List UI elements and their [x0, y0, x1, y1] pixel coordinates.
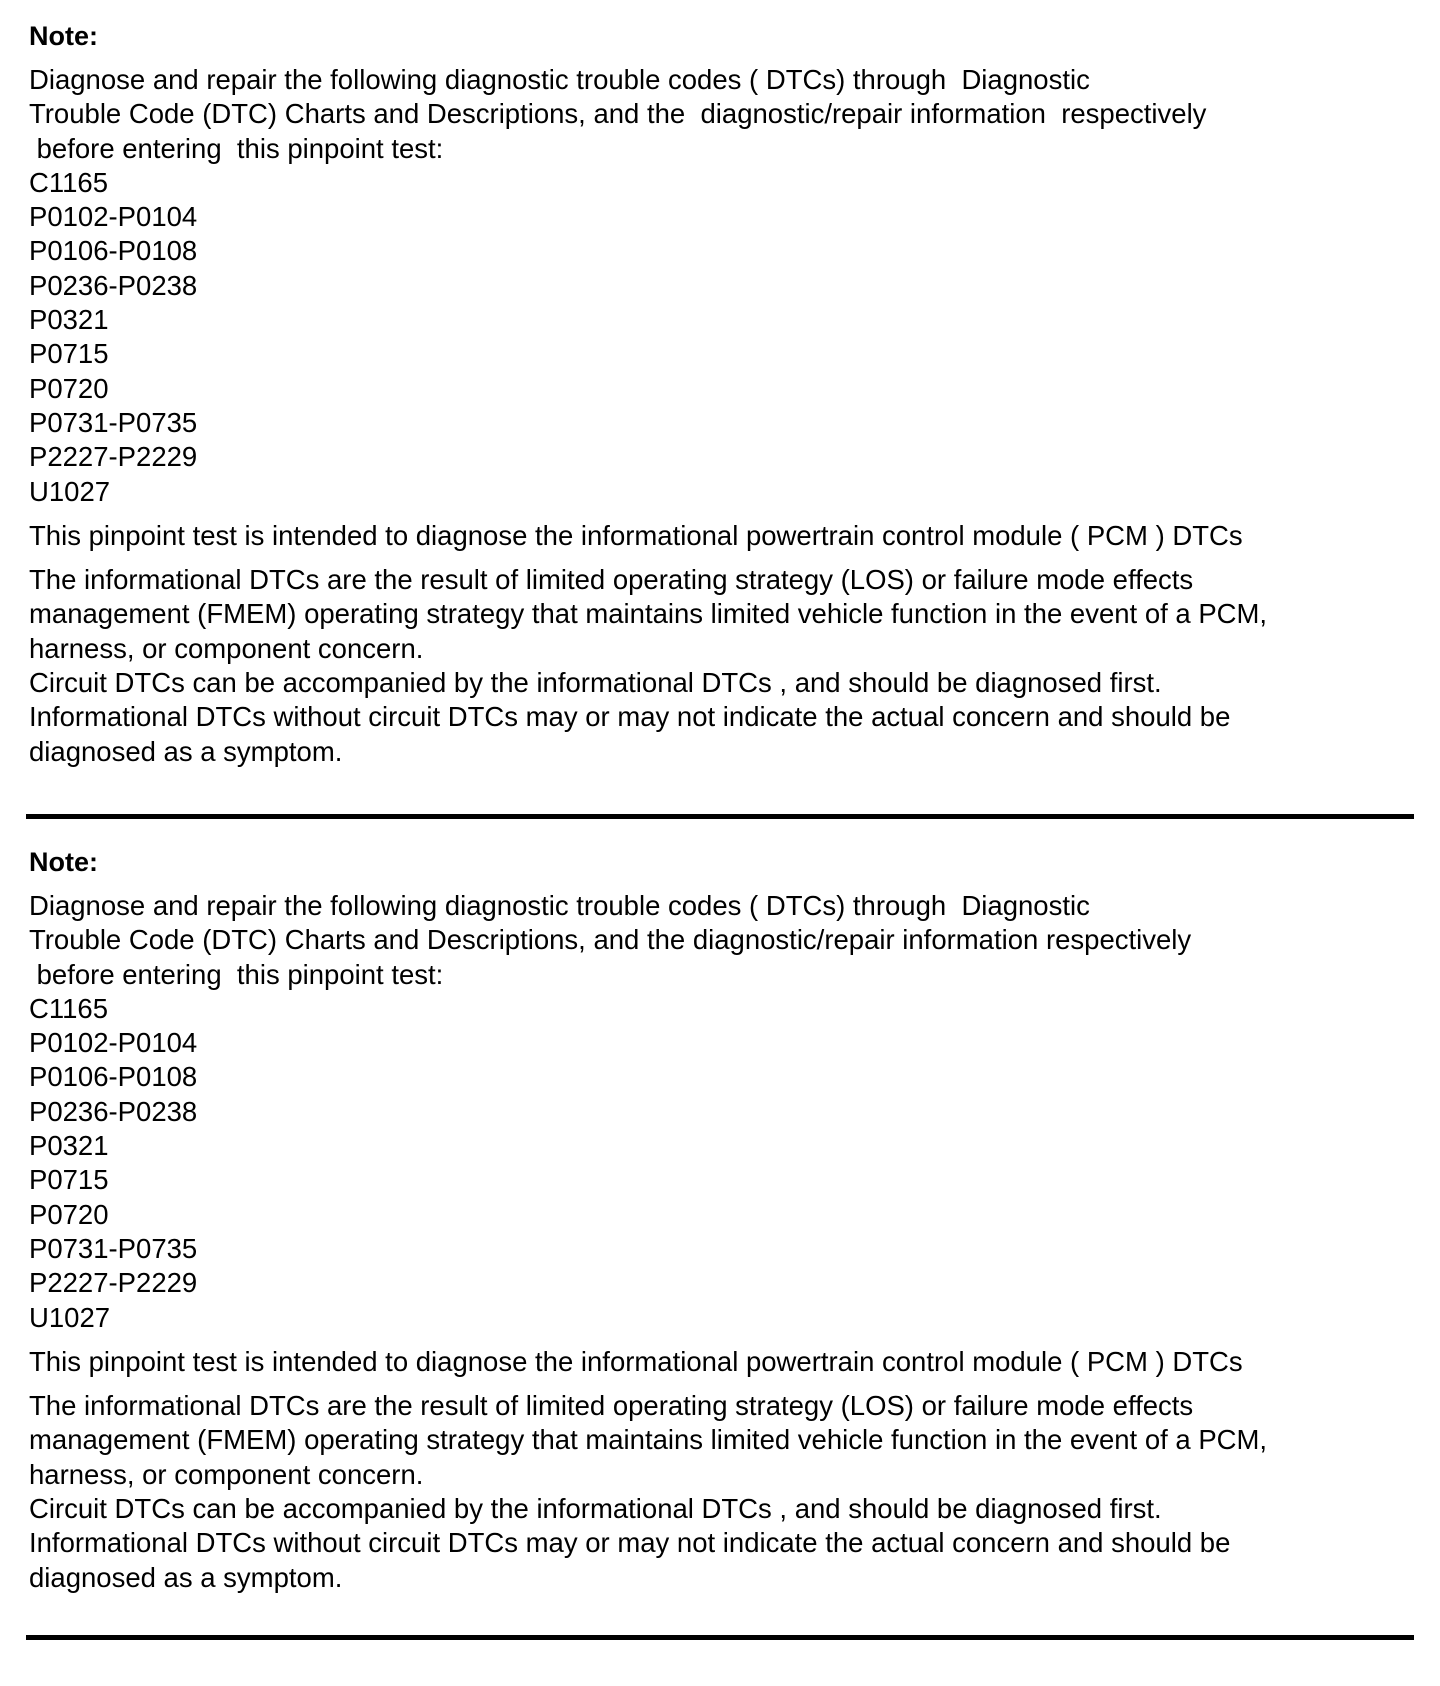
note-title: Note:	[29, 21, 98, 51]
purpose-text: This pinpoint test is intended to diagnose the informational powertrain control module ( PCM ) DTCs	[29, 1345, 1243, 1377]
detail-line: diagnosed as a symptom.	[29, 735, 343, 767]
dtc-code: U1027	[29, 475, 111, 507]
dtc-code: P0102-P0104	[29, 201, 198, 233]
dtc-code: P0715	[29, 338, 109, 370]
dtc-list	[29, 166, 1409, 509]
intro-line: Diagnose and repair the following diagnostic trouble codes ( DTCs) through Diagnostic	[29, 64, 1090, 95]
note-section-1	[29, 0, 1409, 769]
section-divider	[26, 1635, 1414, 1640]
detail-line: Informational DTCs without circuit DTCs may or may not indicate the actual concern and should be	[29, 1527, 1231, 1559]
dtc-code: P0102-P0104	[29, 1027, 198, 1059]
dtc-code: P2227-P2229	[29, 1267, 198, 1299]
detail-line: The informational DTCs are the result of limited operating strategy (LOS) or failure mode effects	[29, 564, 1194, 596]
dtc-code: U1027	[29, 1301, 111, 1333]
purpose-text: This pinpoint test is intended to diagnose the informational powertrain control module ( PCM ) DTCs	[29, 519, 1243, 551]
intro-line: before entering this pinpoint test:	[29, 132, 444, 164]
intro-line: Trouble Code (DTC) Charts and Descriptions, and the diagnostic/repair information respectively	[29, 924, 1192, 956]
dtc-code: P0106-P0108	[29, 235, 198, 267]
dtc-code: P0731-P0735	[29, 406, 198, 438]
detail-line: Circuit DTCs can be accompanied by the informational DTCs , and should be diagnosed first.	[29, 667, 1162, 699]
intro-line: Trouble Code (DTC) Charts and Descriptions, and the diagnostic/repair information respectively	[29, 98, 1207, 130]
dtc-list	[29, 992, 1409, 1335]
intro-line: Diagnose and repair the following diagnostic trouble codes ( DTCs) through Diagnostic	[29, 889, 1090, 921]
dtc-code: P0715	[29, 1164, 109, 1196]
detail-line: diagnosed as a symptom.	[29, 1561, 343, 1593]
detail-line: management (FMEM) operating strategy that maintains limited vehicle function in the event of a PCM,	[29, 598, 1268, 630]
detail-line: Circuit DTCs can be accompanied by the informational DTCs , and should be diagnosed first.	[29, 1492, 1162, 1524]
dtc-code: P0321	[29, 304, 109, 336]
detail-line: harness, or component concern.	[29, 632, 424, 664]
detail-line: Informational DTCs without circuit DTCs may or may not indicate the actual concern and should be	[29, 701, 1231, 733]
dtc-code: P0731-P0735	[29, 1232, 198, 1264]
dtc-code: C1165	[29, 166, 108, 198]
dtc-code: P2227-P2229	[29, 441, 198, 473]
dtc-code: P0321	[29, 1130, 109, 1162]
detail-line: management (FMEM) operating strategy that maintains limited vehicle function in the event of a PCM,	[29, 1424, 1268, 1456]
dtc-code: P0106-P0108	[29, 1061, 198, 1093]
note-title: Note:	[29, 846, 98, 877]
intro-line: before entering this pinpoint test:	[29, 958, 444, 990]
detail-line: The informational DTCs are the result of limited operating strategy (LOS) or failure mode effects	[29, 1390, 1194, 1422]
note-section-2	[29, 819, 1409, 1595]
dtc-code: C1165	[29, 992, 108, 1024]
dtc-code: P0236-P0238	[29, 269, 198, 301]
dtc-code: P0720	[29, 1198, 109, 1230]
detail-line: harness, or component concern.	[29, 1458, 424, 1490]
dtc-code: P0720	[29, 372, 109, 404]
dtc-code: P0236-P0238	[29, 1095, 198, 1127]
